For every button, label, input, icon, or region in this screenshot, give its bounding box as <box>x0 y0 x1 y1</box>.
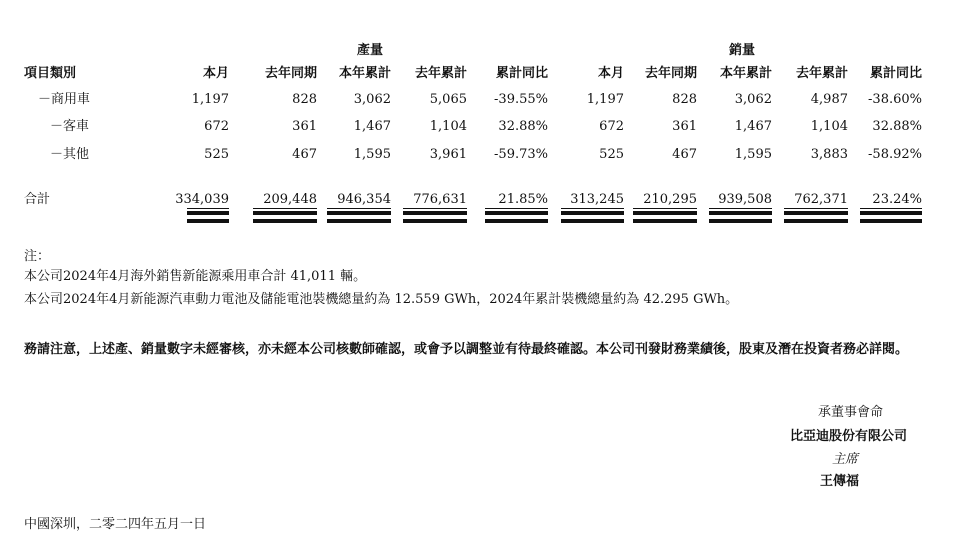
total-cell: 776,631 <box>413 192 467 207</box>
warning-paragraph: 務請注意，上述產、銷量數字未經審核，亦未經本公司核數師確認，或會予以調整並有待最終確認。本公司刊發財務業績後，股東及潛在投資者務必詳閱。 <box>24 342 909 357</box>
table-cell: 1,467 <box>353 119 391 134</box>
table-cell: 467 <box>672 147 697 162</box>
table-cell: 672 <box>599 119 624 134</box>
table-cell: 467 <box>292 147 317 162</box>
total-underline <box>709 208 772 209</box>
table-cell: 3,062 <box>353 92 391 107</box>
row-label-bus: －客車 <box>50 119 90 134</box>
sales-group-header: 銷量 <box>728 43 755 58</box>
production-group-header: 產量 <box>356 43 383 58</box>
total-cell: 21.85% <box>498 192 548 207</box>
double-rule <box>327 211 391 215</box>
table-cell: -38.60% <box>868 92 922 107</box>
table-cell: -58.92% <box>868 147 922 162</box>
notes-heading: 注： <box>24 249 51 264</box>
column-header: 累計同比 <box>495 66 548 81</box>
total-cell: 946,354 <box>337 192 391 207</box>
note-line-2: 本公司2024年4月新能源汽車動力電池及儲能電池裝機總量約為 12.559 GWh，2024年累計裝機總量約為 42.295 GWh。 <box>24 292 739 307</box>
table-cell: 3,961 <box>429 147 467 162</box>
table-cell: 32.88% <box>498 119 548 134</box>
total-underline <box>403 208 467 209</box>
total-underline <box>784 208 848 209</box>
double-rule <box>403 211 467 215</box>
by-order-text: 承董事會命 <box>818 405 884 420</box>
double-rule <box>860 219 922 223</box>
total-cell: 210,295 <box>643 192 697 207</box>
table-cell: 1,104 <box>429 119 467 134</box>
column-header: 本年累計 <box>719 66 772 81</box>
table-cell: 361 <box>292 119 317 134</box>
note-line-1: 本公司2024年4月海外銷售新能源乘用車合計 41,011 輛。 <box>24 269 367 284</box>
row-label-total: 合計 <box>24 192 51 207</box>
double-rule <box>187 211 229 215</box>
total-underline <box>327 208 391 209</box>
company-name: 比亞迪股份有限公司 <box>790 429 908 444</box>
chairman-name: 王傳福 <box>820 474 860 489</box>
table-cell: 525 <box>599 147 624 162</box>
column-header: 去年累計 <box>795 66 848 81</box>
table-cell: 3,883 <box>810 147 848 162</box>
double-rule <box>633 219 697 223</box>
double-rule <box>709 211 772 215</box>
table-cell: 828 <box>672 92 697 107</box>
table-cell: 361 <box>672 119 697 134</box>
total-cell: 23.24% <box>872 192 922 207</box>
column-header: 本年累計 <box>338 66 391 81</box>
total-underline <box>561 208 624 209</box>
table-cell: 4,987 <box>810 92 848 107</box>
total-cell: 334,039 <box>175 192 229 207</box>
table-cell: 1,197 <box>191 92 229 107</box>
column-header: 去年同期 <box>264 66 317 81</box>
double-rule <box>784 211 848 215</box>
table-cell: 1,197 <box>586 92 624 107</box>
double-rule <box>253 219 317 223</box>
double-rule <box>633 211 697 215</box>
row-label-other: －其他 <box>50 147 90 162</box>
double-rule <box>403 219 467 223</box>
category-column-header: 項目類別 <box>24 66 77 81</box>
column-header: 累計同比 <box>869 66 922 81</box>
table-cell: -59.73% <box>494 147 548 162</box>
double-rule <box>485 219 548 223</box>
total-cell: 762,371 <box>794 192 848 207</box>
total-underline <box>485 208 548 209</box>
total-underline <box>253 208 317 209</box>
table-cell: 1,595 <box>734 147 772 162</box>
table-cell: 672 <box>204 119 229 134</box>
table-cell: 1,104 <box>810 119 848 134</box>
table-cell: 5,065 <box>429 92 467 107</box>
column-header: 去年累計 <box>414 66 467 81</box>
total-underline <box>187 208 229 209</box>
double-rule <box>709 219 772 223</box>
total-cell: 209,448 <box>263 192 317 207</box>
table-cell: 525 <box>204 147 229 162</box>
double-rule <box>561 211 624 215</box>
total-cell: 313,245 <box>570 192 624 207</box>
double-rule <box>485 211 548 215</box>
table-cell: 1,467 <box>734 119 772 134</box>
total-underline <box>860 208 922 209</box>
double-rule <box>860 211 922 215</box>
chairman-role: 主席 <box>832 452 859 467</box>
place-date-footer: 中國深圳，二零二四年五月一日 <box>24 517 207 532</box>
total-cell: 939,508 <box>718 192 772 207</box>
table-cell: 828 <box>292 92 317 107</box>
table-cell: 32.88% <box>872 119 922 134</box>
double-rule <box>327 219 391 223</box>
table-cell: -39.55% <box>494 92 548 107</box>
double-rule <box>253 211 317 215</box>
double-rule <box>561 219 624 223</box>
total-underline <box>633 208 697 209</box>
column-header: 去年同期 <box>644 66 697 81</box>
column-header: 本月 <box>597 66 624 81</box>
table-cell: 1,595 <box>353 147 391 162</box>
row-label-commercial: －商用車 <box>38 92 91 107</box>
table-cell: 3,062 <box>734 92 772 107</box>
double-rule <box>187 219 229 223</box>
double-rule <box>784 219 848 223</box>
column-header: 本月 <box>202 66 229 81</box>
